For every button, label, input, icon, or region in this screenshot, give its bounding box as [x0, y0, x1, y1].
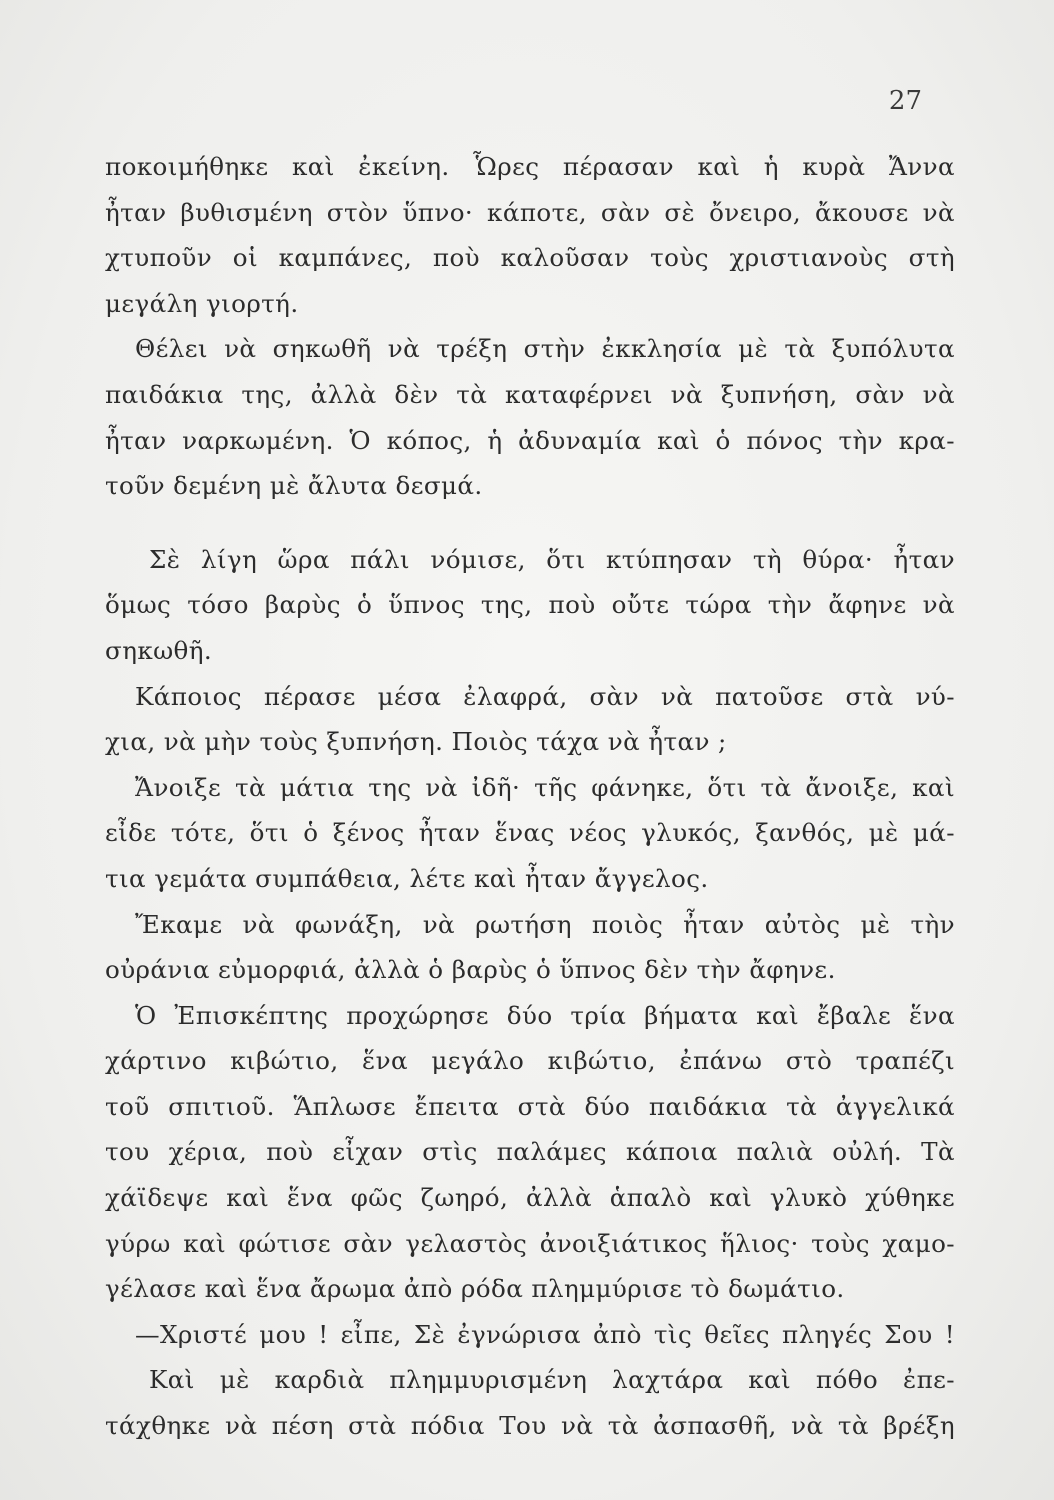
text-line: τια γεμάτα συμπάθεια, λέτε καὶ ἦταν ἄγγελος.: [105, 863, 709, 893]
paragraph-gap: [105, 509, 955, 537]
text-line: Ἔκαμε νὰ φωνάξη, νὰ ρωτήση ποιὸς ἦταν αὐτὸς μὲ τὴν: [135, 909, 955, 939]
text-line: χια, νὰ μὴν τοὺς ξυπνήση. Ποιὸς τάχα νὰ ἦταν ;: [105, 727, 727, 757]
text-line: μεγάλη γιορτή.: [105, 288, 299, 318]
text-line: ποκοιμήθηκε καὶ ἐκείνη. Ὧρες πέρασαν καὶ ἡ κυρὰ Ἄννα: [105, 152, 955, 181]
text-line: ὅμως τόσο βαρὺς ὁ ὕπνος της, ποὺ οὔτε τώρα τὴν ἄφηνε νὰ: [105, 590, 955, 620]
text-line: ἦταν ναρκωμένη. Ὁ κόπος, ἡ ἀδυναμία καὶ ὁ πόνος τὴν κρα-: [105, 425, 955, 455]
text-line: του χέρια, ποὺ εἶχαν στὶς παλάμες κάποια παλιὰ οὐλή. Τὰ: [105, 1137, 955, 1167]
text-line: χτυποῦν οἱ καμπάνες, ποὺ καλοῦσαν τοὺς χριστιανοὺς στὴ: [105, 243, 955, 273]
text-line: τοῦ σπιτιοῦ. Ἅπλωσε ἔπειτα στὰ δύο παιδάκια τὰ ἀγγελικά: [105, 1091, 955, 1121]
text-line: ἦταν βυθισμένη στὸν ὕπνο· κάποτε, σὰν σὲ ὄνειρο, ἄκουσε νὰ: [105, 197, 955, 227]
body-text: [105, 144, 955, 1449]
text-line: Κάποιος πέρασε μέσα ἐλαφρά, σὰν νὰ πατοῦσε στὰ νύ-: [135, 681, 955, 711]
text-line: σηκωθῆ.: [105, 635, 213, 665]
text-line: γύρω καὶ φώτισε σὰν γελαστὸς ἀνοιξιάτικος ἥλιος· τοὺς χαμο-: [105, 1228, 955, 1258]
text-line: Ὁ Ἐπισκέπτης προχώρησε δύο τρία βήματα καὶ ἔβαλε ἕνα: [135, 1000, 955, 1030]
text-line: —Χριστέ μου ! εἶπε, Σὲ ἐγνώρισα ἀπὸ τὶς θεῖες πληγές Σου !: [135, 1319, 955, 1349]
text-line: παιδάκια της, ἀλλὰ δὲν τὰ καταφέρνει νὰ ξυπνήση, σὰν νὰ: [105, 379, 955, 409]
text-line: Σὲ λίγη ὥρα πάλι νόμισε, ὅτι κτύπησαν τὴ θύρα· ἦταν: [149, 544, 955, 574]
text-line: εἶδε τότε, ὅτι ὁ ξένος ἦταν ἕνας νέος γλυκός, ξανθός, μὲ μά-: [105, 818, 955, 848]
text-line: χάρτινο κιβώτιο, ἕνα μεγάλο κιβώτιο, ἐπάνω στὸ τραπέζι: [105, 1046, 955, 1076]
text-line: χάϊδεψε καὶ ἕνα φῶς ζωηρό, ἀλλὰ ἁπαλὸ καὶ γλυκὸ χύθηκε: [105, 1183, 955, 1213]
text-line: τοῦν δεμένη μὲ ἄλυτα δεσμά.: [105, 471, 483, 501]
text-line: Ἄνοιξε τὰ μάτια της νὰ ἰδῆ· τῆς φάνηκε, ὅτι τὰ ἄνοιξε, καὶ: [135, 772, 955, 802]
page-number: 27: [888, 86, 922, 116]
text-line: οὐράνια εὐμορφιά, ἀλλὰ ὁ βαρὺς ὁ ὕπνος δὲν τὴν ἄφηνε.: [105, 955, 836, 985]
text-line: Θέλει νὰ σηκωθῆ νὰ τρέξη στὴν ἐκκλησία μὲ τὰ ξυπόλυτα: [135, 334, 955, 364]
text-line: Καὶ μὲ καρδιὰ πλημμυρισμένη λαχτάρα καὶ πόθο ἐπε-: [149, 1365, 955, 1395]
text-line: γέλασε καὶ ἕνα ἄρωμα ἀπὸ ρόδα πλημμύρισε τὸ δωμάτιο.: [105, 1274, 845, 1304]
text-line: τάχθηκε νὰ πέση στὰ πόδια Του νὰ τὰ ἀσπασθῆ, νὰ τὰ βρέξη: [105, 1411, 955, 1441]
